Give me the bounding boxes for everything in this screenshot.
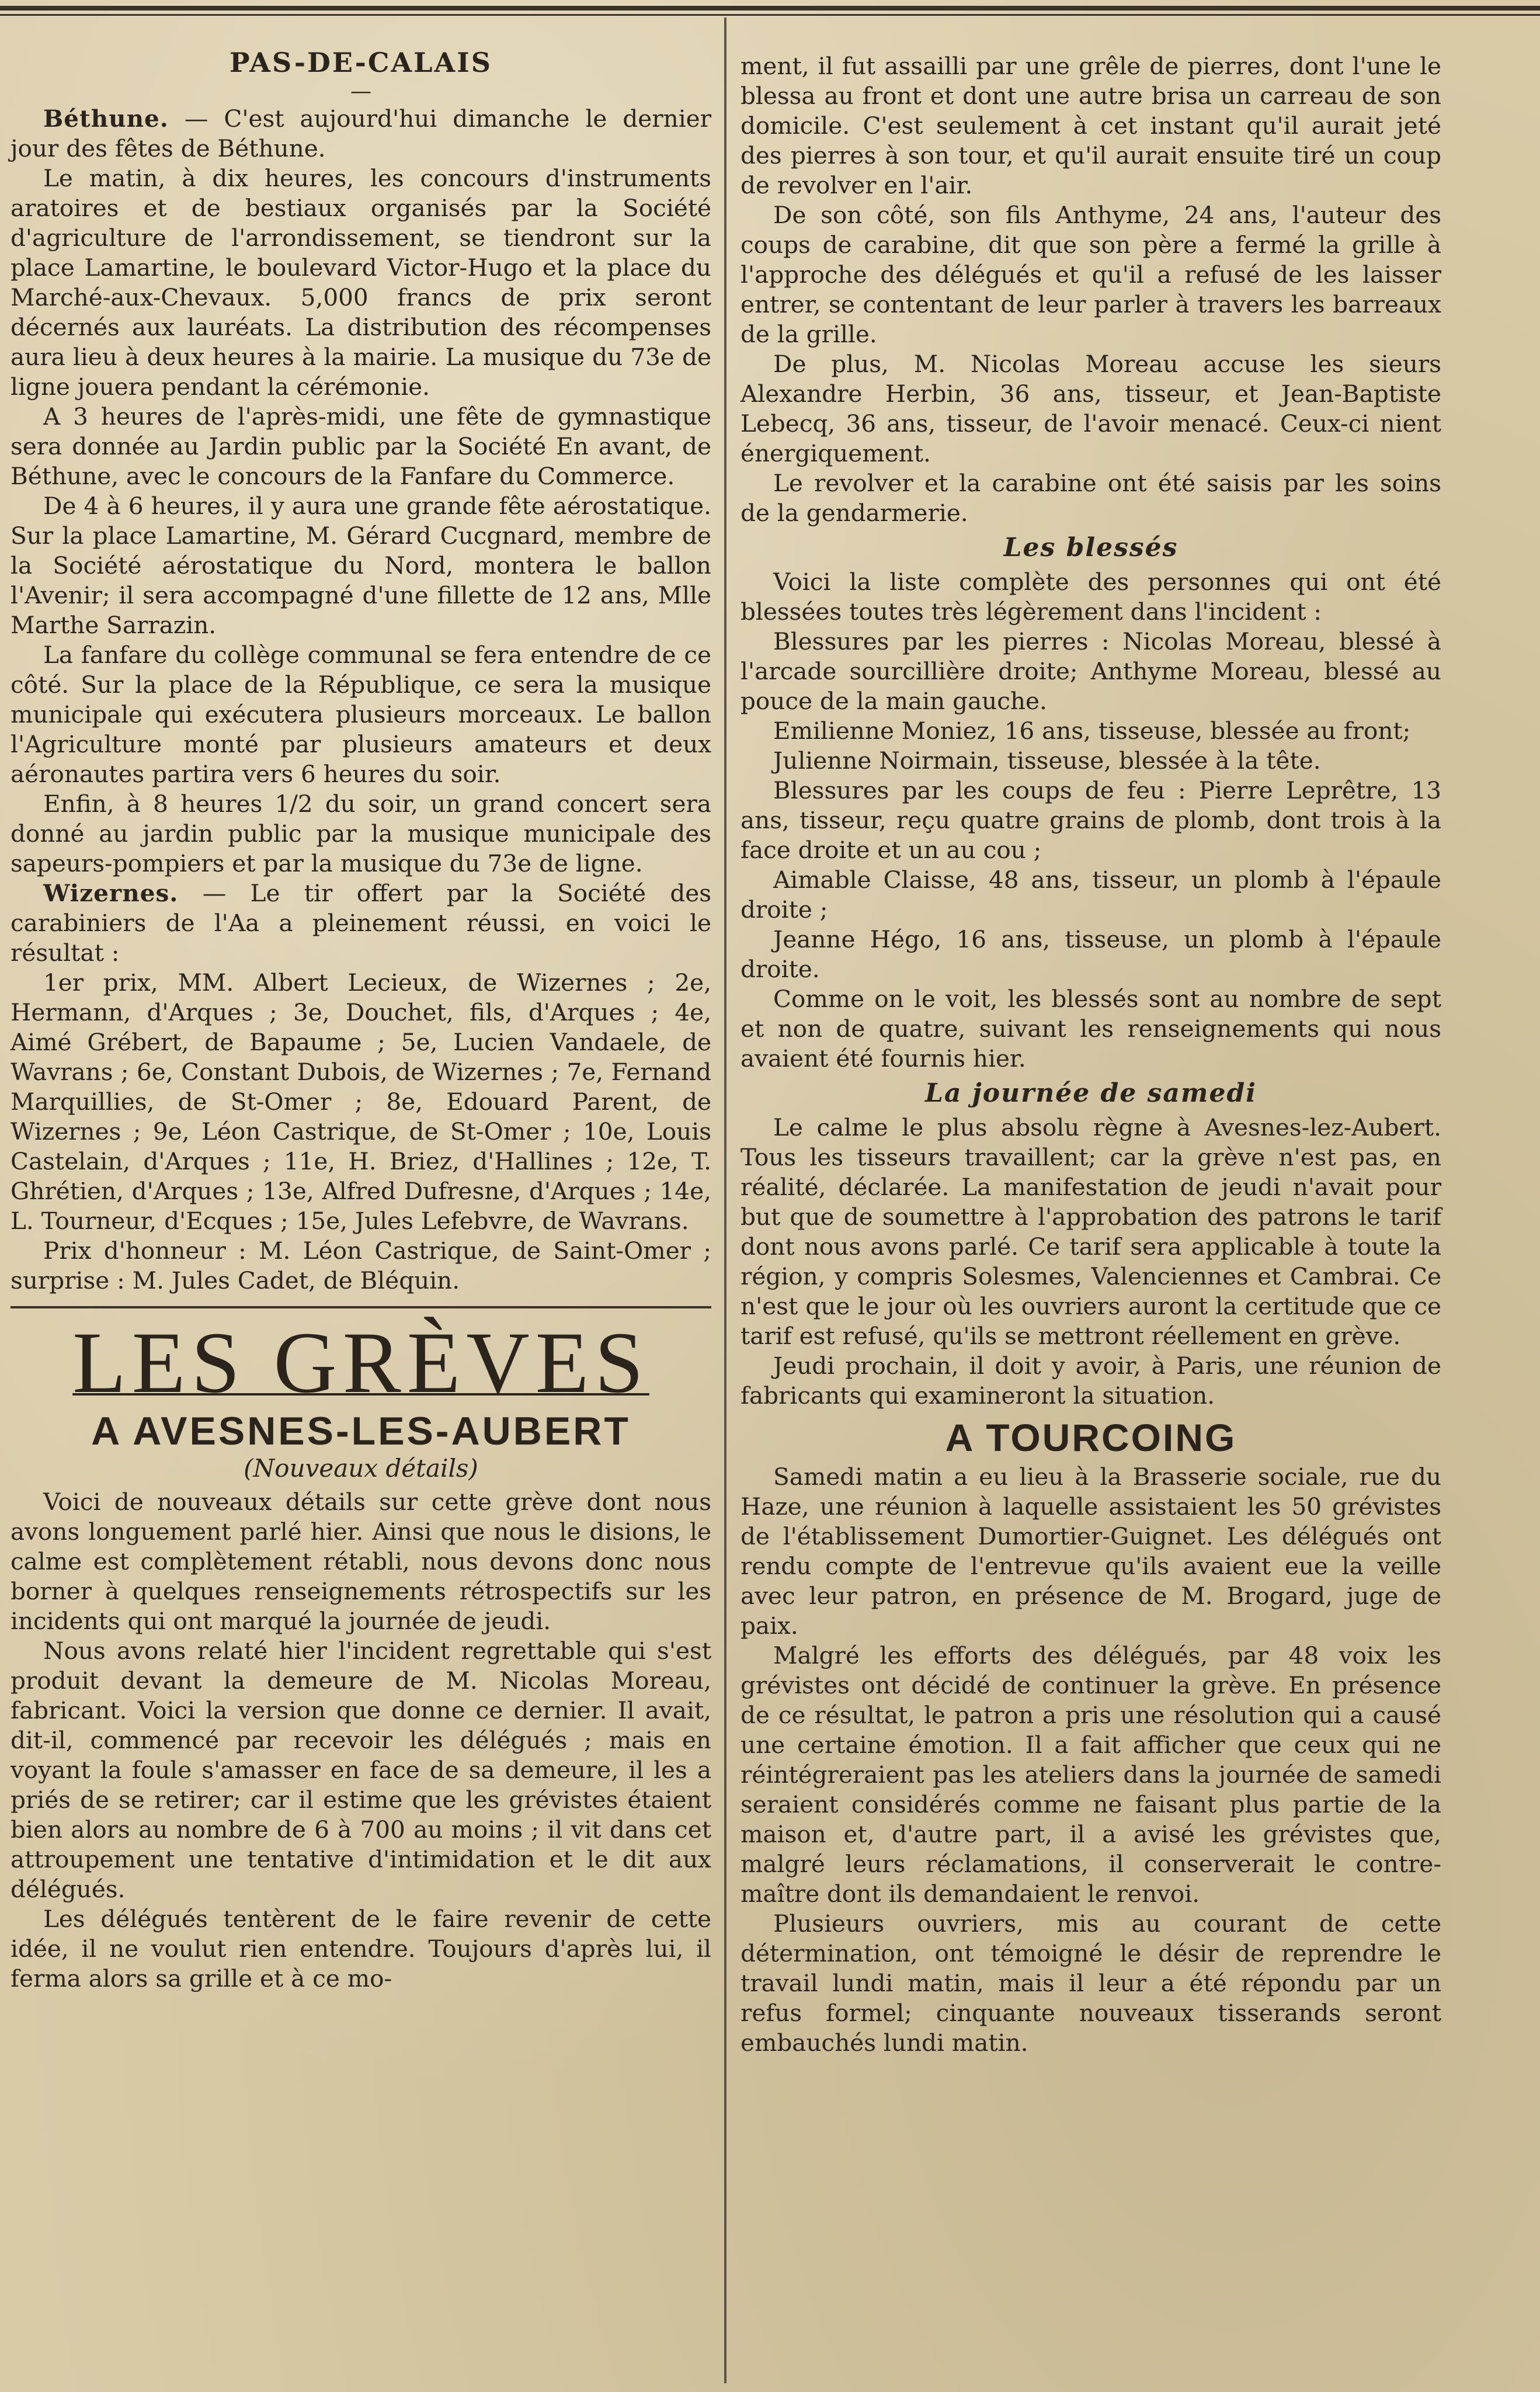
paragraph: Voici de nouveaux détails sur cette grève dont nous avons longuement parlé hier. Ainsi que nous le disions, le calme est complètement rétabli, nous devons donc nous borner à quelques renseignements rétrospectifs sur les incidents qui ont marqué la journée de jeudi. (11, 1488, 711, 1635)
samedi-title: La journée de samedi (925, 1078, 1257, 1108)
paragraph: Malgré les efforts des délégués, par 48 voix les grévistes ont décidé de continuer la grève. En présence de ce résultat, le patron a pris une résolution qui a causé une certaine émotion. Il a fait afficher que ceux qui ne réintégreraient pas les ateliers dans la journée de samedi seraient considérés comme ne faisant plus partie de la maison et, d'autre part, il a avisé les grévistes que, malgré leurs réclamations, il conserverait le contre-maître dont ils demandaient le renvoi. (741, 1641, 1441, 1908)
paragraph: Jeanne Hégo, 16 ans, tisseuse, un plomb à l'épaule droite. (741, 925, 1441, 983)
paragraph: Emilienne Moniez, 16 ans, tisseuse, blessée au front; (773, 717, 1411, 745)
paragraph: Nous avons relaté hier l'incident regrettable qui s'est produit devant la demeure de M. Nicolas Moreau, fabricant. Voici la version que donne ce dernier. Il avait, dit-il, commencé par recevoir les délégués ; mais en voyant la foule s'amasser en face de sa demeure, il les a priés de se retirer; car il estime que les grévistes étaient bien alors au nombre de 6 à 700 au moins ; il vit dans cet attroupement une tentative d'intimidation et le dit aux délégués. (11, 1637, 711, 1903)
bethune-paragraph: Béthune. — C'est aujourd'hui dimanche le dernier jour des fêtes de Béthune. (11, 105, 711, 162)
column-divider (724, 18, 726, 2383)
paragraph: De 4 à 6 heures, il y aura une grande fête aérostatique. Sur la place Lamartine, M. Gérard Cucgnard, membre de la Société aérostatique du Nord, montera le ballon l'Avenir; il sera accompagné d'une fillette de 12 ans, Mlle Marthe Sarrazin. (11, 492, 711, 639)
paragraph: Jeudi prochain, il doit y avoir, à Paris, une réunion de fabricants qui examineront la situation. (741, 1352, 1441, 1409)
paragraph: 1er prix, MM. Albert Lecieux, de Wizernes ; 2e, Hermann, d'Arques ; 3e, Douchet, fils, d'Arques ; 4e, Aimé Grébert, de Bapaume ; 5e, Lucien Vandaele, de Wavrans ; 6e, Constant Dubois, de Wizernes ; 7e, Fernand Marquillies, de St-Omer ; 8e, Edouard Parent, de Wizernes ; 9e, Léon Castrique, de St-Omer ; 10e, Louis Castelain, d'Arques ; 11e, H. Briez, d'Hallines ; 12e, T. Ghrétien, d'Arques ; 13e, Alfred Dufresne, d'Arques ; 14e, L. Tourneur, d'Ecques ; 15e, Jules Lefebvre, de Wavrans. (11, 968, 711, 1235)
paragraph: A 3 heures de l'après-midi, une fête de gymnastique sera donnée au Jardin public par la Société En avant, de Béthune, avec le concours de la Fanfare du Commerce. (11, 402, 711, 490)
paragraph: Blessures par les pierres : Nicolas Moreau, blessé à l'arcade sourcillière droite; Anthyme Moreau, blessé au pouce de la main gauche. (741, 627, 1441, 715)
paragraph: De plus, M. Nicolas Moreau accuse les sieurs Alexandre Herbin, 36 ans, tisseur, et Jean-Baptiste Lebecq, 36 ans, tisseur, de l'avoir menacé. Ceux-ci nient énergiquement. (741, 350, 1441, 467)
bethune-lead: Béthune. (43, 105, 169, 133)
blesses-title: Les blessés (1003, 533, 1179, 563)
paragraph: Le revolver et la carabine ont été saisis par les soins de la gendarmerie. (741, 469, 1441, 527)
paragraph: Voici la liste complète des personnes qui ont été blessées toutes très légèrement dans l'incident : (741, 568, 1441, 626)
paragraph: Comme on le voit, les blessés sont au nombre de sept et non de quatre, suivant les renseignements qui nous avaient été fournis hier. (741, 985, 1441, 1072)
paragraph: Enfin, à 8 heures 1/2 du soir, un grand concert sera donné au jardin public par la musique municipale des sapeurs-pompiers et par la musique du 73e de ligne. (11, 790, 711, 877)
details-subtitle: (Nouveaux détails) (244, 1454, 478, 1483)
greves-title: LES GRÈVES (72, 1314, 649, 1411)
paragraph: Julienne Noirmain, tisseuse, blessée à la tête. (773, 747, 1321, 775)
paragraph: De son côté, son fils Anthyme, 24 ans, l'auteur des coups de carabine, dit que son père a fermé la grille à l'approche des délégués et qu'il a refusé de les laisser entrer, se contentant de leur parler à travers les barreaux de la grille. (741, 201, 1441, 348)
section-dash: — (350, 79, 371, 103)
section-title: PAS-DE-CALAIS (230, 47, 492, 78)
right-column (741, 51, 1441, 2058)
paragraph: Le calme le plus absolu règne à Avesnes-lez-Aubert. Tous les tisseurs travaillent; car la grève n'est pas, en réalité, déclarée. La manifestation de jeudi n'avait pour but que de soumettre à l'approbation des patrons le tarif dont nous avons parlé. Ce tarif sera applicable à toute la région, y compris Solesmes, Valenciennes et Cambrai. Ce n'est que le jour où les ouvriers auront la certitude que ce tarif est refusé, qu'ils se mettront réellement en grève. (741, 1113, 1441, 1350)
paragraph: Samedi matin a eu lieu à la Brasserie sociale, rue du Haze, une réunion à laquelle assistaient les 50 grévistes de l'établissement Dumortier-Guignet. Les délégués ont rendu compte de l'entrevue qu'ils avaient eue la veille avec leur patron, en présence de M. Brogard, juge de paix. (741, 1463, 1441, 1640)
top-rule-thin (0, 14, 1540, 16)
paragraph: Blessures par les coups de feu : Pierre Leprêtre, 13 ans, tisseur, reçu quatre grains de plomb, dont trois à la face droite et un au cou ; (741, 776, 1441, 864)
avesnes-title: A AVESNES-LES-AUBERT (91, 1409, 631, 1453)
paragraph: Le matin, à dix heures, les concours d'instruments aratoires et de bestiaux organisés par la Société d'agriculture de l'arrondissement, se tiendront sur la place Lamartine, le boulevard Victor-Hugo et la place du Marché-aux-Chevaux. 5,000 francs de prix seront décernés aux lauréats. La distribution des récompenses aura lieu à deux heures à la mairie. La musique du 73e de ligne jouera pendant la cérémonie. (11, 164, 711, 401)
top-rule (0, 6, 1540, 11)
paragraph: Les délégués tentèrent de le faire revenir de cette idée, il ne voulut rien entendre. Toujours d'après lui, il ferma alors sa grille et à ce mo- (11, 1905, 711, 1992)
tourcoing-title: A TOURCOING (945, 1416, 1237, 1459)
paragraph: Prix d'honneur : M. Léon Castrique, de Saint-Omer ; surprise : M. Jules Cadet, de Bléquin. (11, 1237, 711, 1294)
wizernes-lead: Wizernes. (43, 879, 179, 907)
section-rule (11, 1306, 711, 1308)
paragraph: Plusieurs ouvriers, mis au courant de cette détermination, ont témoigné le désir de reprendre le travail lundi matin, mais il leur a été répondu par un refus formel; cinquante nouveaux tisserands seront embauchés lundi matin. (741, 1910, 1441, 2057)
paragraph: La fanfare du collège communal se fera entendre de ce côté. Sur la place de la République, ce sera la musique municipale qui exécutera plusieurs morceaux. Le ballon l'Agriculture monté par plusieurs amateurs et deux aéronautes partira vers 6 heures du soir. (11, 641, 711, 788)
paragraph: ment, il fut assailli par une grêle de pierres, dont l'une le blessa au front et dont une autre brisa un carreau de son domicile. C'est seulement à cet instant qu'il aurait jeté des pierres à son tour, et qu'il aurait ensuite tiré un coup de revolver en l'air. (741, 52, 1441, 199)
paragraph: Aimable Claisse, 48 ans, tisseur, un plomb à l'épaule droite ; (741, 866, 1441, 924)
left-column (11, 47, 711, 1994)
wizernes-paragraph: Wizernes. — Le tir offert par la Société des carabiniers de l'Aa a pleinement réussi, en voici le résultat : (11, 879, 711, 967)
